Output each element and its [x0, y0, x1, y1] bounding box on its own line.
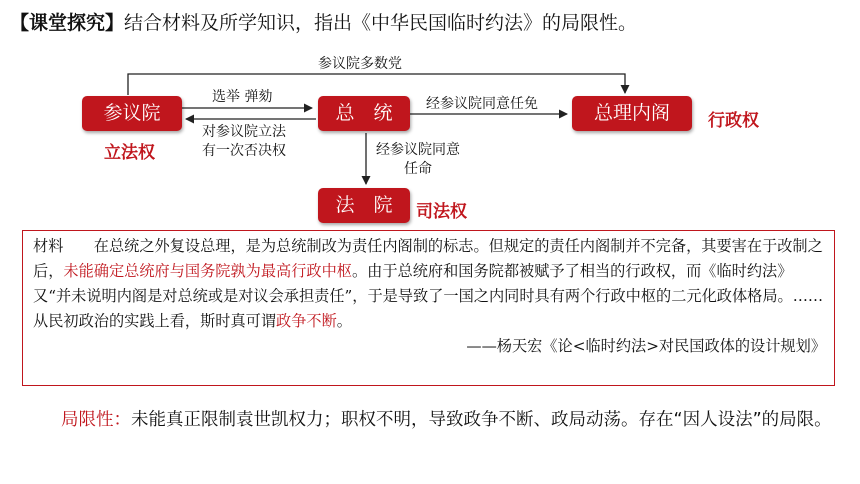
veto-note-line2: 有一次否决权	[202, 143, 286, 159]
material-box	[22, 230, 835, 386]
court-box: 法 院	[318, 188, 410, 223]
material-source: ——杨天宏《论<临时约法>对民国政体的设计规划》	[466, 337, 826, 355]
appoint-court-note-line2: 任命	[404, 161, 432, 177]
judicial-power-label: 司法权	[416, 202, 467, 222]
conclusion-text: 未能真正限制袁世凯权力；职权不明，导致政争不断、政局动荡。存在“因人设法”的局限。	[131, 410, 832, 430]
appoint-premier-note: 经参议院同意任免	[426, 96, 538, 112]
senate-box: 参议院	[82, 96, 182, 131]
veto-note	[202, 123, 286, 161]
premier-box: 总理内阁	[572, 96, 692, 131]
majority-party-note: 参议院多数党	[318, 56, 402, 72]
material-text-3: 。	[336, 312, 352, 330]
executive-power-label: 行政权	[708, 111, 759, 131]
veto-note-line1: 对参议院立法	[202, 124, 286, 140]
material-highlight-2: 政争不断	[276, 312, 337, 330]
heading-text: 结合材料及所学知识，指出《中华民国临时约法》的局限性。	[124, 12, 638, 34]
majority-party-arrow	[128, 74, 625, 95]
heading-tag: 【课堂探究】	[10, 12, 125, 34]
material-highlight-1: 未能确定总统府与国务院孰为最高行政中枢	[63, 262, 352, 280]
president-box: 总 统	[318, 96, 410, 131]
legislative-power-label: 立法权	[104, 143, 155, 163]
elect-impeach-note: 选举 弹劾	[212, 89, 273, 105]
material-text-1: 在总统之外复设总理，是为总统制改为责任内阁制的标志。但规定的责任内阁制并不完备，其要害在于改制之后，	[33, 237, 823, 280]
material-text-2: 。由于总统府和国务院都被赋予了相当的行政权，而《临时约法》又“并未说明内阁是对总统或是对议会承担责任”，于是导致了一国之内同时具有两个行政中枢的二元化政体格局。……从民初政治的实践上看，斯时真可谓	[33, 262, 824, 330]
material-label: 材料	[33, 237, 64, 255]
appoint-court-note	[376, 141, 460, 179]
appoint-court-note-line1: 经参议院同意	[376, 142, 460, 158]
conclusion-label: 局限性：	[61, 410, 131, 430]
conclusion	[26, 405, 846, 435]
